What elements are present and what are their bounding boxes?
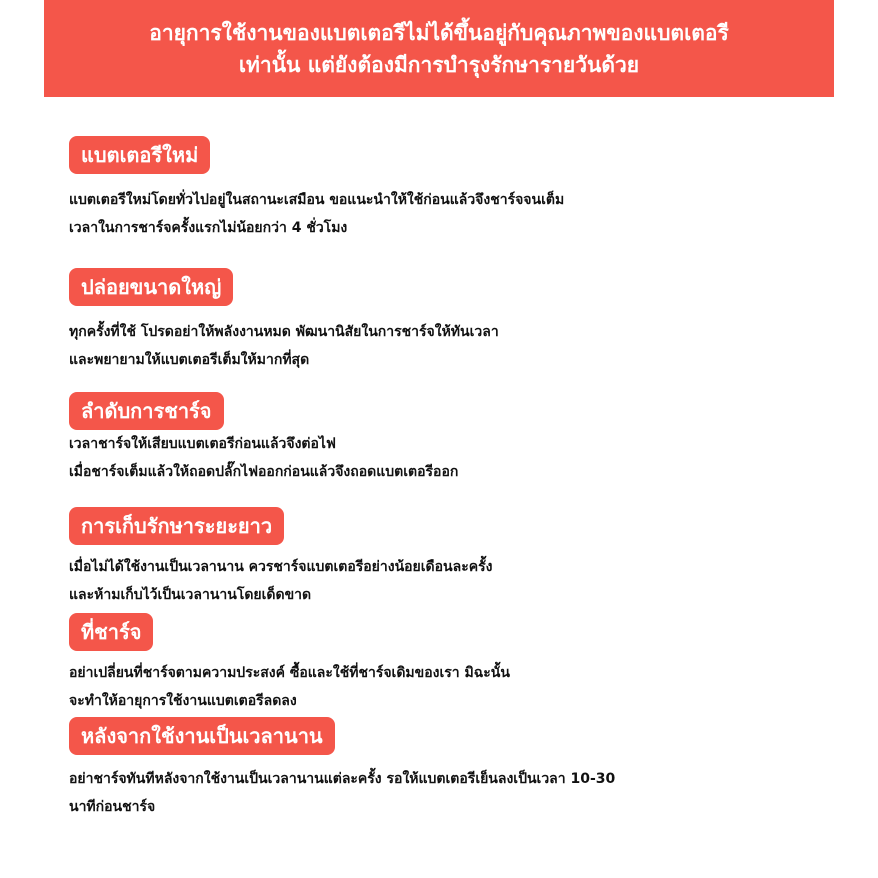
section-title: แบตเตอรีใหม่ [69, 136, 210, 174]
section-title: ลำดับการชาร์จ [69, 392, 224, 430]
section-body [69, 765, 829, 821]
section-text-line: จะทำให้อายุการใช้งานแบตเตอรีลดลง [69, 693, 297, 709]
section-body [69, 430, 829, 486]
section-body [69, 553, 829, 609]
section-deep-discharge [69, 268, 829, 374]
section-text-line: อย่าเปลี่ยนที่ชาร์จตามความประสงค์ ซื้อและใช้ที่ชาร์จเดิมของเรา มิฉะนั้น [69, 665, 510, 681]
section-title: หลังจากใช้งานเป็นเวลานาน [69, 717, 335, 755]
header-banner [44, 0, 834, 97]
section-body [69, 186, 829, 242]
section-new-battery [69, 136, 829, 242]
section-text-line: เมื่อชาร์จเต็มแล้วให้ถอดปลั๊กไฟออกก่อนแล้วจึงถอดแบตเตอรีออก [69, 464, 459, 480]
section-text-line: แบตเตอรีใหม่โดยทั่วไปอยู่ในสถานะเสมือน ขอแนะนำให้ใช้ก่อนแล้วจึงชาร์จจนเต็ม [69, 192, 565, 208]
section-body [69, 318, 829, 374]
section-text-line: อย่าชาร์จทันทีหลังจากใช้งานเป็นเวลานานแต่ละครั้ง รอให้แบตเตอรีเย็นลงเป็นเวลา 10-30 [69, 771, 616, 787]
section-body [69, 659, 829, 715]
section-after-long-use [69, 717, 829, 821]
section-charger [69, 613, 829, 715]
section-text-line: ทุกครั้งที่ใช้ โปรดอย่าให้พลังงานหมด พัฒนานิสัยในการชาร์จให้ทันเวลา [69, 324, 499, 340]
section-text-line: และพยายามให้แบตเตอรีเต็มให้มากที่สุด [69, 352, 310, 368]
section-title: ปล่อยขนาดใหญ่ [69, 268, 233, 306]
header-line-2: เท่านั้น แต่ยังต้องมีการบำรุงรักษารายวันด้วย [238, 52, 640, 77]
section-charging-order [69, 392, 829, 486]
section-long-term-storage [69, 507, 829, 609]
section-title: การเก็บรักษาระยะยาว [69, 507, 284, 545]
section-title: ที่ชาร์จ [69, 613, 153, 651]
section-text-line: เวลาชาร์จให้เสียบแบตเตอรีก่อนแล้วจึงต่อไฟ [69, 436, 336, 452]
section-text-line: เวลาในการชาร์จครั้งแรกไม่น้อยกว่า 4 ชั่วโมง [69, 220, 348, 236]
section-text-line: เมื่อไม่ได้ใช้งานเป็นเวลานาน ควรชาร์จแบตเตอรีอย่างน้อยเดือนละครั้ง [69, 559, 493, 575]
section-text-line: นาทีก่อนชาร์จ [69, 799, 156, 815]
header-line-1: อายุการใช้งานของแบตเตอรีไม่ได้ขึ้นอยู่กับคุณภาพของแบตเตอรี [149, 20, 729, 45]
section-text-line: และห้ามเก็บไว้เป็นเวลานานโดยเด็ดขาด [69, 587, 312, 603]
